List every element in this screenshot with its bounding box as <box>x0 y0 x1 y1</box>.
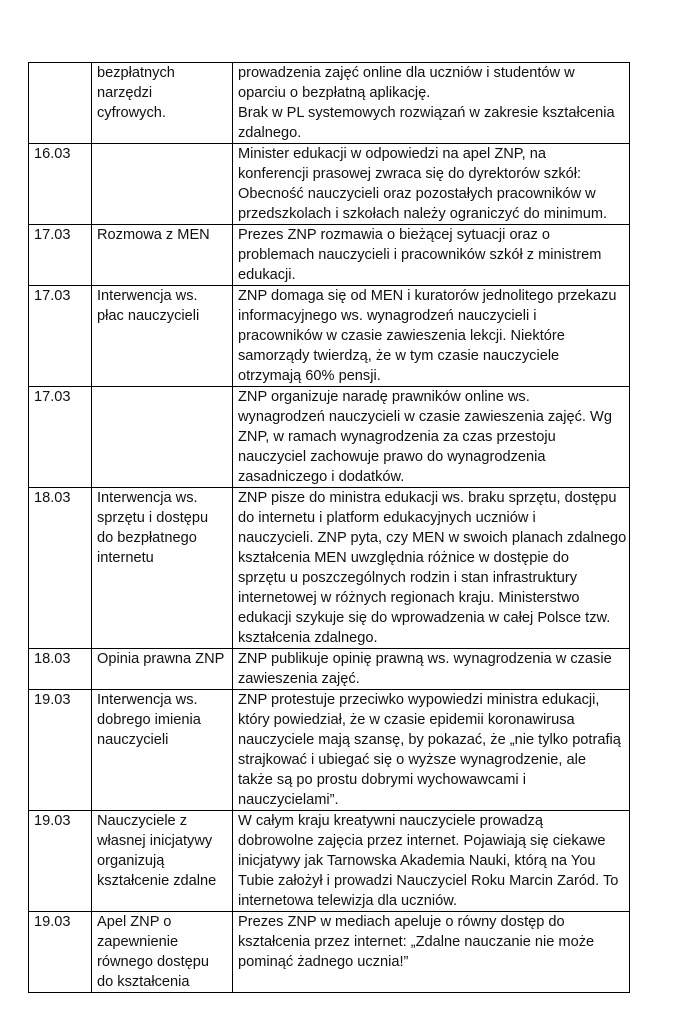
description-line: ZNP publikuje opinię prawną ws. wynagrodzenia w czasie <box>238 651 612 667</box>
description-line: nauczycielami”. <box>238 792 339 808</box>
description-line: nauczycieli. ZNP pyta, czy MEN w swoich planach zdalnego <box>238 530 627 546</box>
topic-line: do kształcenia <box>97 974 190 990</box>
topic-cell <box>92 387 233 488</box>
description-line: problemach nauczycieli i pracowników szkół z ministrem <box>238 247 602 263</box>
description-line: ZNP pisze do ministra edukacji ws. braku sprzętu, dostępu <box>238 490 617 506</box>
description-cell <box>233 63 630 144</box>
description-line: pominąć żadnego ucznia!” <box>238 954 409 970</box>
topic-line: cyfrowych. <box>97 105 166 121</box>
topic-line: Nauczyciele z <box>97 813 188 829</box>
table-row <box>29 144 630 225</box>
topic-line: zapewnienie <box>97 934 179 950</box>
topic-line: kształcenie zdalne <box>97 873 217 889</box>
table-row <box>29 912 630 993</box>
table-row <box>29 387 630 488</box>
description-line: do internetu i platform edukacyjnych uczniów i <box>238 510 536 526</box>
description-line: Obecność nauczycieli oraz pozostałych pracowników w <box>238 186 596 202</box>
description-line: konferencji prasowej zwraca się do dyrektorów szkół: <box>238 166 582 182</box>
description-cell <box>233 144 630 225</box>
topic-line: Interwencja ws. <box>97 288 198 304</box>
date-cell: 18.03 <box>29 649 92 690</box>
description-line: strajkować i ubiegać się o wyższe wynagrodzenie, ale <box>238 752 586 768</box>
description-line: Minister edukacji w odpowiedzi na apel ZNP, na <box>238 146 546 162</box>
description-line: sprzętu u poszczególnych rodzin i stan infrastruktury <box>238 570 578 586</box>
description-line: Brak w PL systemowych rozwiązań w zakresie kształcenia <box>238 105 615 121</box>
description-line: dobrowolne zajęcia przez internet. Pojawiają się ciekawe <box>238 833 606 849</box>
topic-cell <box>92 144 233 225</box>
description-line: internetowa telewizja dla uczniów. <box>238 893 458 909</box>
description-line: Tubie założył i prowadzi Nauczyciel Roku Marcin Zaród. To <box>238 873 619 889</box>
topic-line: bezpłatnych <box>97 65 175 81</box>
date-cell: 17.03 <box>29 286 92 387</box>
description-line: edukacji. <box>238 267 296 283</box>
description-cell <box>233 286 630 387</box>
description-line: Prezes ZNP rozmawia o bieżącej sytuacji oraz o <box>238 227 550 243</box>
date-cell: 19.03 <box>29 690 92 811</box>
description-line: który powiedział, że w czasie epidemii koronawirusa <box>238 712 575 728</box>
date-cell: 16.03 <box>29 144 92 225</box>
topic-line: równego dostępu <box>97 954 209 970</box>
table-row <box>29 649 630 690</box>
description-cell <box>233 225 630 286</box>
description-line: internetowej w różnych regionach kraju. Ministerstwo <box>238 590 580 606</box>
description-line: nauczyciele mają szansę, by pokazać, że „nie tylko potrafią <box>238 732 621 748</box>
date-cell: 17.03 <box>29 225 92 286</box>
table-row <box>29 286 630 387</box>
description-line: kształcenia zdalnego. <box>238 630 378 646</box>
topic-cell <box>92 649 233 690</box>
description-line: pracowników w czasie zawieszenia lekcji. Niektóre <box>238 328 565 344</box>
date-cell: 19.03 <box>29 912 92 993</box>
topic-cell <box>92 488 233 649</box>
topic-line: do bezpłatnego <box>97 530 197 546</box>
date-cell: 18.03 <box>29 488 92 649</box>
topic-line: Apel ZNP o <box>97 914 172 930</box>
table-row <box>29 488 630 649</box>
topic-line: płac nauczycieli <box>97 308 200 324</box>
topic-line: internetu <box>97 550 154 566</box>
topic-line: Rozmowa z MEN <box>97 227 210 243</box>
description-cell <box>233 912 630 993</box>
description-line: wynagrodzeń nauczycieli w czasie zawieszenia zajęć. Wg <box>238 409 612 425</box>
events-table-body <box>29 63 630 993</box>
topic-line: organizują <box>97 853 165 869</box>
topic-line: nauczycieli <box>97 732 169 748</box>
topic-cell <box>92 690 233 811</box>
description-line: ZNP, w ramach wynagrodzenia za czas przestoju <box>238 429 556 445</box>
topic-line: Interwencja ws. <box>97 692 198 708</box>
description-cell <box>233 811 630 912</box>
description-cell <box>233 690 630 811</box>
description-line: inicjatywy jak Tarnowska Akademia Nauki, którą na You <box>238 853 596 869</box>
description-line: zdalnego. <box>238 125 302 141</box>
description-line: ZNP organizuje naradę prawników online ws. <box>238 389 530 405</box>
description-cell <box>233 488 630 649</box>
description-line: przedszkolach i szkołach należy ograniczyć do minimum. <box>238 206 608 222</box>
date-cell: 17.03 <box>29 387 92 488</box>
description-line: zawieszenia zajęć. <box>238 671 360 687</box>
description-cell <box>233 649 630 690</box>
topic-cell <box>92 811 233 912</box>
topic-cell <box>92 912 233 993</box>
topic-line: Opinia prawna ZNP <box>97 651 225 667</box>
table-row <box>29 811 630 912</box>
date-cell <box>29 63 92 144</box>
date-cell: 19.03 <box>29 811 92 912</box>
description-line: otrzymają 60% pensji. <box>238 368 381 384</box>
topic-line: sprzętu i dostępu <box>97 510 209 526</box>
events-table <box>28 62 630 993</box>
topic-cell <box>92 225 233 286</box>
description-line: samorządy twierdzą, że w tym czasie nauczyciele <box>238 348 560 364</box>
topic-cell <box>92 286 233 387</box>
table-row <box>29 63 630 144</box>
table-row <box>29 690 630 811</box>
description-line: kształcenia przez internet: „Zdalne nauczanie nie może <box>238 934 595 950</box>
topic-line: dobrego imienia <box>97 712 201 728</box>
topic-line: własnej inicjatywy <box>97 833 213 849</box>
description-line: ZNP domaga się od MEN i kuratorów jednolitego przekazu <box>238 288 617 304</box>
description-line: nauczyciel zachowuje prawo do wynagrodzenia <box>238 449 546 465</box>
topic-line: Interwencja ws. <box>97 490 198 506</box>
description-line: także są po prostu dobrymi wychowawcami i <box>238 772 526 788</box>
description-line: prowadzenia zajęć online dla uczniów i studentów w <box>238 65 575 81</box>
description-line: ZNP protestuje przeciwko wypowiedzi ministra edukacji, <box>238 692 600 708</box>
description-line: kształcenia MEN uwzględnia różnice w dostępie do <box>238 550 569 566</box>
topic-line: narzędzi <box>97 85 153 101</box>
topic-cell <box>92 63 233 144</box>
description-line: W całym kraju kreatywni nauczyciele prowadzą <box>238 813 543 829</box>
description-line: edukacji szykuje się do wprowadzenia w całej Polsce tzw. <box>238 610 611 626</box>
description-cell <box>233 387 630 488</box>
description-line: informacyjnego ws. wynagrodzeń nauczycieli i <box>238 308 537 324</box>
description-line: zasadniczego i dodatków. <box>238 469 405 485</box>
description-line: Prezes ZNP w mediach apeluje o równy dostęp do <box>238 914 565 930</box>
table-row <box>29 225 630 286</box>
description-line: oparciu o bezpłatną aplikację. <box>238 85 431 101</box>
